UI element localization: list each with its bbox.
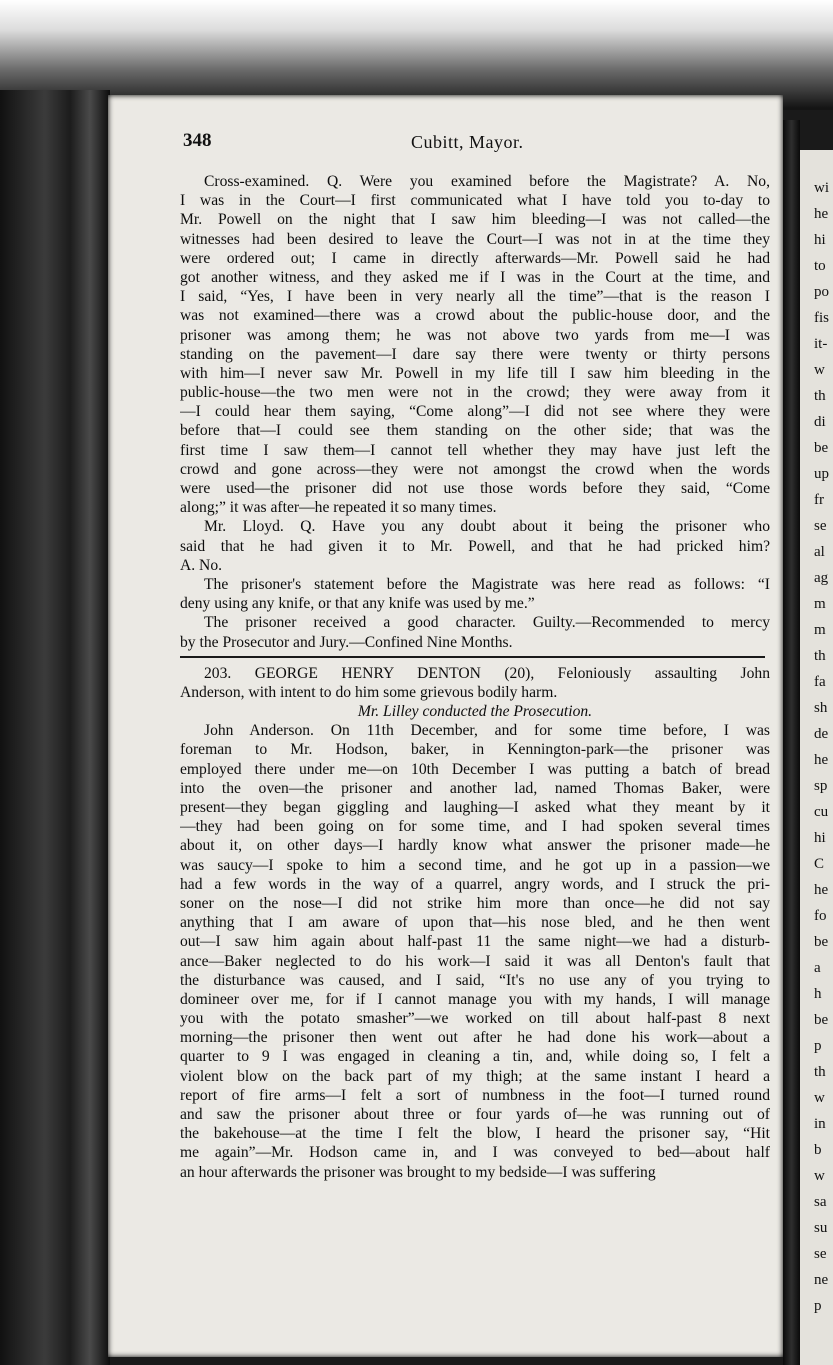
text-line: Anderson, with intent to do him some grievous bodily harm. <box>180 683 558 701</box>
facing-page-fragment: he <box>814 882 829 898</box>
text-line: standing on the pavement—I dare say there were twenty or thirty persons <box>180 345 770 363</box>
text-line: along;” it was after—he repeated it so many times. <box>180 499 497 517</box>
text-line: soner on the nose—I did not strike him more than once—he did not say <box>180 894 770 912</box>
text-line: —they had been going on for some time, and I had spoken several times <box>180 818 770 836</box>
facing-page-fragment: ag <box>814 570 829 586</box>
facing-page-fragment: se <box>814 518 827 534</box>
text-line: and saw the prisoner about three or four yards of—he was running out of <box>180 1106 770 1123</box>
verdict <box>180 613 770 651</box>
text-line: into the oven—the prisoner and another lad, named Thomas Baker, were <box>180 779 770 797</box>
text-line: first time I saw them—I cannot tell whether they may have just left the <box>180 441 770 459</box>
text-line: got another witness, and they asked me if I was in the Court at the time, and <box>180 268 770 286</box>
text-line: anything that I am aware of upon that—his nose bled, and he then went <box>180 914 770 932</box>
facing-page-fragment: cu <box>814 804 829 820</box>
facing-page-fragment: up <box>814 466 829 482</box>
scan-top-shadow <box>0 0 833 110</box>
text-line: domineer over me, for if I cannot manage you with my hands, I will manage <box>180 990 770 1008</box>
facing-page-fragment: de <box>814 726 829 742</box>
text-line: quarter to 9 I was engaged in cleaning a tin, and, while doing so, I felt a <box>180 1048 770 1066</box>
text-line: foreman to Mr. Hodson, baker, in Kennington-park—the prisoner was <box>180 741 770 759</box>
book-left-edge <box>0 90 110 1365</box>
cross-examination <box>180 172 770 517</box>
facing-page-fragment: fo <box>814 908 827 924</box>
text-line: had a few words in the way of a quarrel, angry words, and I struck the pri- <box>180 875 770 893</box>
page-header <box>183 130 763 160</box>
text-line: ance—Baker neglected to do his work—I said it was all Denton's fault that <box>180 952 770 970</box>
facing-page-fragment: w <box>814 1090 825 1106</box>
facing-page-fragment: be <box>814 440 829 456</box>
anderson-testimony <box>180 721 770 1182</box>
text-line: —I could hear them saying, “Come along”—I did not see where they were <box>180 403 770 421</box>
text-line: John Anderson. On 11th December, and for some time before, I was <box>204 722 770 740</box>
text-line: before that—I could see them standing on the other side; that was the <box>180 422 770 440</box>
case-heading <box>180 664 770 702</box>
lloyd-questioning <box>180 517 770 575</box>
text-line: you with the potato smasher”—we worked on till about half-past 8 next <box>180 1010 770 1028</box>
text-line: the disturbance was caused, and I said, “It's no use any of you trying to <box>180 971 770 989</box>
facing-page-fragment: th <box>814 648 826 664</box>
facing-page-fragment: in <box>814 1116 826 1132</box>
text-line: an hour afterwards the prisoner was brought to my bedside—I was suffering <box>180 1163 656 1181</box>
facing-page-fragment: fr <box>814 492 824 508</box>
text-line: witnesses had been desired to leave the Court—I was not in at the time they <box>180 230 770 248</box>
text-line: with him—I never saw Mr. Powell in my life till I saw him bleeding in the <box>180 364 770 382</box>
facing-page-fragment: di <box>814 414 826 430</box>
facing-page-fragment: al <box>814 544 825 560</box>
text-line: morning—the prisoner then went out after he had done his work—about a <box>180 1029 770 1047</box>
text-line: were used—the prisoner did not use those words before they said, “Come <box>180 480 770 497</box>
facing-page-fragment: su <box>814 1220 828 1236</box>
facing-page-fragment: w <box>814 362 825 378</box>
facing-page-fragment: m <box>814 622 826 638</box>
facing-page-fragment: p <box>814 1298 822 1314</box>
text-line: out—I saw him again about half-past 11 the same night—we had a disturb- <box>180 933 770 951</box>
facing-page-fragment: sp <box>814 778 828 794</box>
facing-page-fragment: b <box>814 1142 822 1158</box>
text-line: prisoner was among them; he was not above two yards from me—I was <box>180 326 770 344</box>
facing-page-fragment: th <box>814 1064 826 1080</box>
text-line: me again”—Mr. Hodson came in, and I was conveyed to bed—about half <box>180 1144 770 1162</box>
facing-page-fragment: to <box>814 258 826 274</box>
facing-page-fragment: ne <box>814 1272 829 1288</box>
facing-page-fragment: he <box>814 752 829 768</box>
text-line: I was in the Court—I first communicated what I have told you to-day to <box>180 192 770 210</box>
facing-page-fragment: be <box>814 934 829 950</box>
prosecution-note: Mr. Lilley conducted the Prosecution. <box>357 703 593 721</box>
facing-page-fragment: h <box>814 986 822 1002</box>
text-line: were ordered out; I came in directly afterwards—Mr. Powell said he had <box>180 249 770 267</box>
facing-page-fragment: fa <box>814 674 826 690</box>
text-line: deny using any knife, or that any knife was used by me.” <box>180 595 535 613</box>
text-line: report of fire arms—I felt a sort of numbness in the foot—I turned round <box>180 1086 770 1104</box>
text-line: public-house—the two men were not in the crowd; they were away from it <box>180 384 770 402</box>
text-line: Cross-examined. Q. Were you examined before the Magistrate? A. No, <box>204 173 770 190</box>
facing-page-fragment: hi <box>814 830 826 846</box>
facing-page-edge <box>800 150 833 1365</box>
prisoner-statement <box>180 575 770 613</box>
facing-page-fragment: he <box>814 206 829 222</box>
page-number: 348 <box>183 130 212 151</box>
facing-page-fragment: sh <box>814 700 828 716</box>
section-divider <box>180 656 765 658</box>
text-line: crowd and gone across—they were not amongst the crowd when the words <box>180 460 770 478</box>
text-line: was not examined—there was a crowd about the public-house door, and the <box>180 307 770 325</box>
text-line: by the Prosecutor and Jury.—Confined Nine Months. <box>180 633 513 651</box>
facing-page-fragment: sa <box>814 1194 827 1210</box>
page-body <box>180 172 770 1182</box>
text-line: the bakehouse—at the time I felt the blow, I heard the prisoner say, “Hit <box>180 1125 770 1143</box>
facing-page-fragment: w <box>814 1168 825 1184</box>
text-line: said that he had given it to Mr. Powell, and that he had pricked him? <box>180 537 770 555</box>
text-line: 203. GEORGE HENRY DENTON (20), Feloniously assaulting John <box>204 664 770 682</box>
text-line: present—they began giggling and laughing—I asked what they meant by it <box>180 799 770 816</box>
text-line: The prisoner's statement before the Magistrate was here read as follows: “I <box>204 575 770 593</box>
text-line: A. No. <box>180 556 223 574</box>
text-line: The prisoner received a good character. Guilty.—Recommended to mercy <box>204 614 770 632</box>
text-line: about it, on other days—I hardly know what answer the prisoner made—he <box>180 837 770 855</box>
facing-page-fragment: it- <box>814 336 828 352</box>
facing-page-fragment: th <box>814 388 826 404</box>
text-line: was saucy—I spoke to him a second time, and he got up in a passion—we <box>180 856 770 874</box>
book-gutter <box>783 120 800 1365</box>
running-head: Cubitt, Mayor. <box>411 132 524 152</box>
text-line: Mr. Powell on the night that I saw him bleeding—I was not called—the <box>180 211 770 229</box>
facing-page-fragment: m <box>814 596 826 612</box>
facing-page-fragment: C <box>814 856 825 872</box>
facing-page-fragment: be <box>814 1012 829 1028</box>
facing-page-fragment: hi <box>814 232 826 248</box>
text-line: Mr. Lloyd. Q. Have you any doubt about it being the prisoner who <box>204 518 770 536</box>
facing-page-fragment: po <box>814 284 829 300</box>
facing-page-fragment: a <box>814 960 821 976</box>
facing-page-fragment: wi <box>814 180 829 196</box>
facing-page-fragment: fis <box>814 310 829 326</box>
text-line: employed there under me—on 10th December I was putting a batch of bread <box>180 760 770 778</box>
text-line: violent blow on the back part of my thigh; at the same instant I heard a <box>180 1067 770 1085</box>
text-line: I said, “Yes, I have been in very nearly all the time”—that is the reason I <box>180 288 770 306</box>
facing-page-fragment: se <box>814 1246 827 1262</box>
facing-page-fragment: p <box>814 1038 822 1054</box>
